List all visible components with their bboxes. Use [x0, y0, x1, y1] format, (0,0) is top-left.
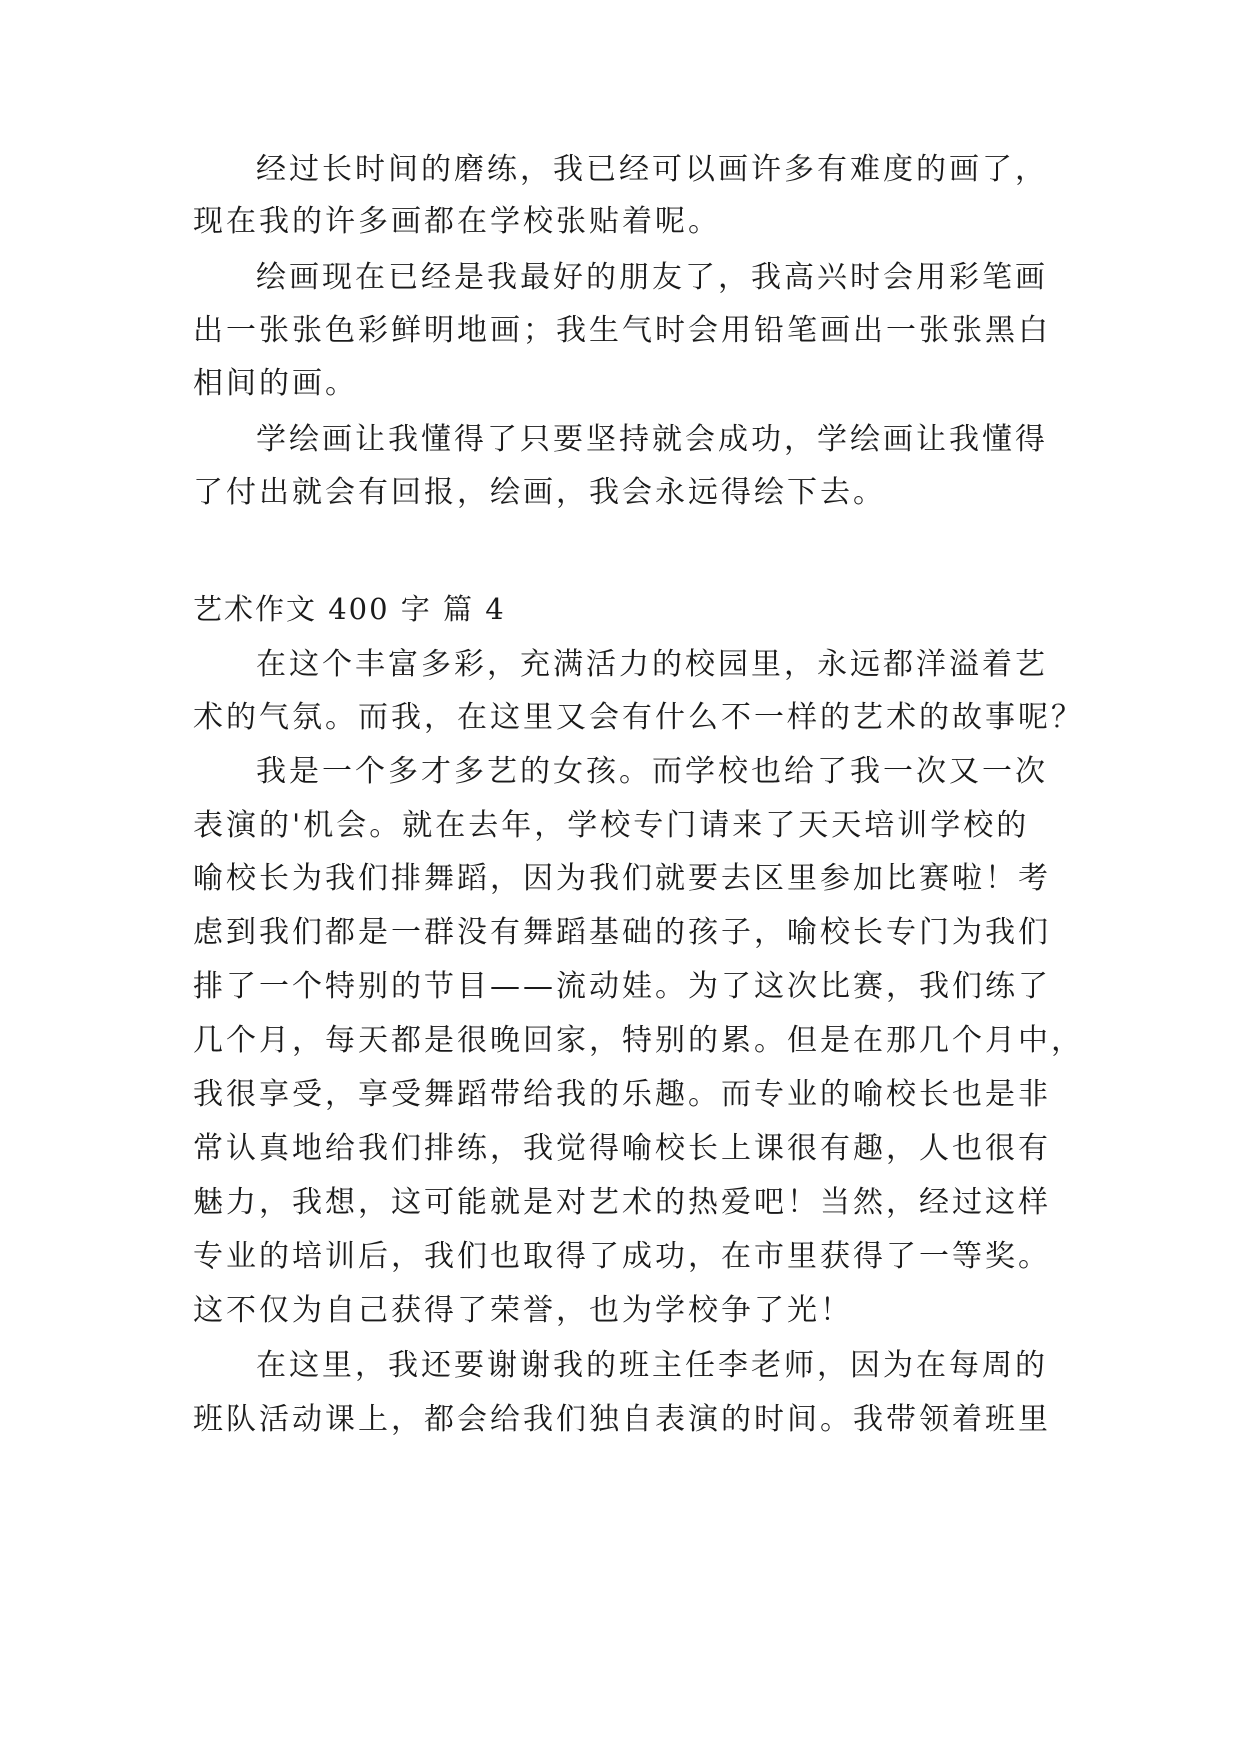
paragraph-line: 喻校长为我们排舞蹈，因为我们就要去区里参加比赛啦！考: [193, 861, 1051, 896]
paragraph-line: 出一张张色彩鲜明地画；我生气时会用铅笔画出一张张黑白: [193, 313, 1051, 348]
paragraph-line: 专业的培训后，我们也取得了成功，在市里获得了一等奖。: [193, 1239, 1051, 1274]
paragraph-line: 绘画现在已经是我最好的朋友了，我高兴时会用彩笔画: [256, 260, 1048, 295]
paragraph-line: 经过长时间的磨练，我已经可以画许多有难度的画了，: [256, 152, 1048, 187]
paragraph-line: 表演的'机会。就在去年，学校专门请来了天天培训学校的: [193, 808, 1030, 843]
paragraph-line: 相间的画。: [193, 366, 358, 401]
paragraph-line: 魅力，我想，这可能就是对艺术的热爱吧！当然，经过这样: [193, 1185, 1051, 1220]
paragraph-line: 学绘画让我懂得了只要坚持就会成功，学绘画让我懂得: [256, 422, 1048, 457]
paragraph-line: 术的气氛。而我，在这里又会有什么不一样的艺术的故事呢？: [193, 700, 1084, 735]
paragraph-line: 我是一个多才多艺的女孩。而学校也给了我一次又一次: [256, 754, 1048, 789]
paragraph-line: 虑到我们都是一群没有舞蹈基础的孩子，喻校长专门为我们: [193, 915, 1051, 950]
paragraph-line: 几个月，每天都是很晚回家，特别的累。但是在那几个月中，: [193, 1023, 1084, 1058]
paragraph-line: 了付出就会有回报，绘画，我会永远得绘下去。: [193, 475, 886, 510]
paragraph-line: 常认真地给我们排练，我觉得喻校长上课很有趣，人也很有: [193, 1131, 1051, 1166]
paragraph-line: 班队活动课上，都会给我们独自表演的时间。我带领着班里: [193, 1402, 1051, 1437]
paragraph-line: 排了一个特别的节目——流动娃。为了这次比赛，我们练了: [193, 969, 1051, 1004]
paragraph-line: 这不仅为自己获得了荣誉，也为学校争了光！: [193, 1293, 853, 1328]
paragraph-line: 在这里，我还要谢谢我的班主任李老师，因为在每周的: [256, 1348, 1048, 1383]
paragraph-line: 在这个丰富多彩，充满活力的校园里，永远都洋溢着艺: [256, 647, 1048, 682]
section-heading: 艺术作文 400 字 篇 4: [193, 592, 506, 626]
paragraph-line: 我很享受，享受舞蹈带给我的乐趣。而专业的喻校长也是非: [193, 1077, 1051, 1112]
paragraph-line: 现在我的许多画都在学校张贴着呢。: [193, 204, 721, 239]
